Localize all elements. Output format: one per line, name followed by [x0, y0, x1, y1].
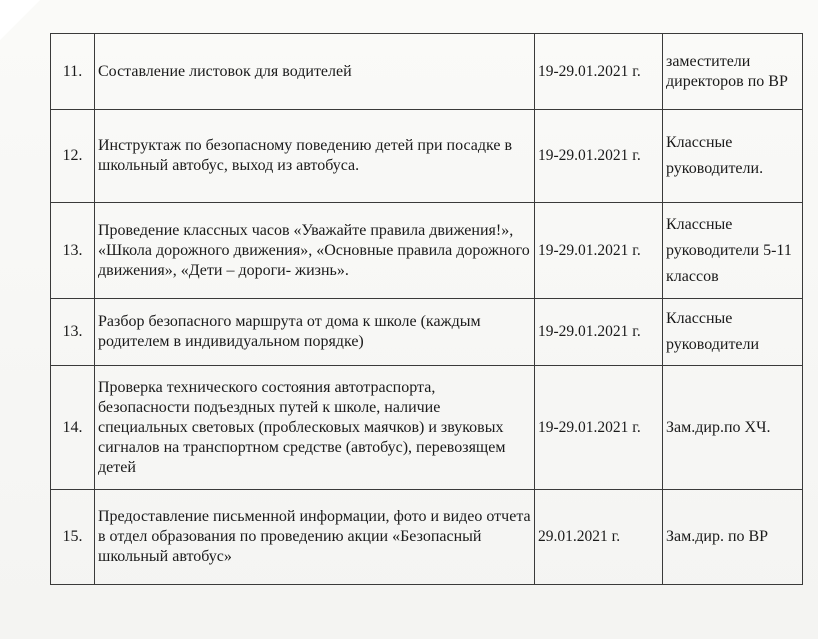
activity-cell: Предоставление письменной информации, фото и видео отчета в отдел образования по проведению акции «Безопасный школьный автобус»	[95, 490, 535, 585]
activity-cell: Составление листовок для водителей	[95, 34, 535, 110]
date-cell: 29.01.2021 г.	[535, 490, 663, 585]
row-number: 14.	[51, 366, 95, 490]
activity-cell: Разбор безопасного маршрута от дома к школе (каждым родителем в индивидуальном порядке)	[95, 299, 535, 366]
table-row	[51, 366, 803, 490]
responsible-cell: заместители директоров по ВР	[663, 34, 803, 110]
table-row	[51, 34, 803, 110]
activity-table	[50, 33, 803, 585]
activity-cell: Проверка технического состояния автотраспорта, безопасности подъездных путей к школе, наличие специальных световых (проблесковых маячков) и звуковых сигналов на транспортном средстве (автобус), перевозящем детей	[95, 366, 535, 490]
activity-cell: Инструктаж по безопасному поведению детей при посадке в школьный автобус, выход из автобуса.	[95, 110, 535, 203]
date-cell: 19-29.01.2021 г.	[535, 110, 663, 203]
date-cell: 19-29.01.2021 г.	[535, 34, 663, 110]
page-corner	[0, 0, 40, 40]
row-number: 11.	[51, 34, 95, 110]
row-number: 13.	[51, 203, 95, 299]
table-row	[51, 490, 803, 585]
date-cell: 19-29.01.2021 г.	[535, 366, 663, 490]
table-row	[51, 110, 803, 203]
row-number: 13.	[51, 299, 95, 366]
responsible-cell: Классные руководители	[663, 299, 803, 366]
table-row	[51, 203, 803, 299]
table-row	[51, 299, 803, 366]
responsible-cell: Зам.дир.по ХЧ.	[663, 366, 803, 490]
row-number: 15.	[51, 490, 95, 585]
date-cell: 19-29.01.2021 г.	[535, 203, 663, 299]
activity-cell: Проведение классных часов «Уважайте правила движения!», «Школа дорожного движения», «Основные правила дорожного движения», «Дети – дороги- жизнь».	[95, 203, 535, 299]
row-number: 12.	[51, 110, 95, 203]
responsible-cell: Зам.дир. по ВР	[663, 490, 803, 585]
responsible-cell: Классные руководители 5-11 классов	[663, 203, 803, 299]
responsible-cell: Классные руководители.	[663, 110, 803, 203]
date-cell: 19-29.01.2021 г.	[535, 299, 663, 366]
